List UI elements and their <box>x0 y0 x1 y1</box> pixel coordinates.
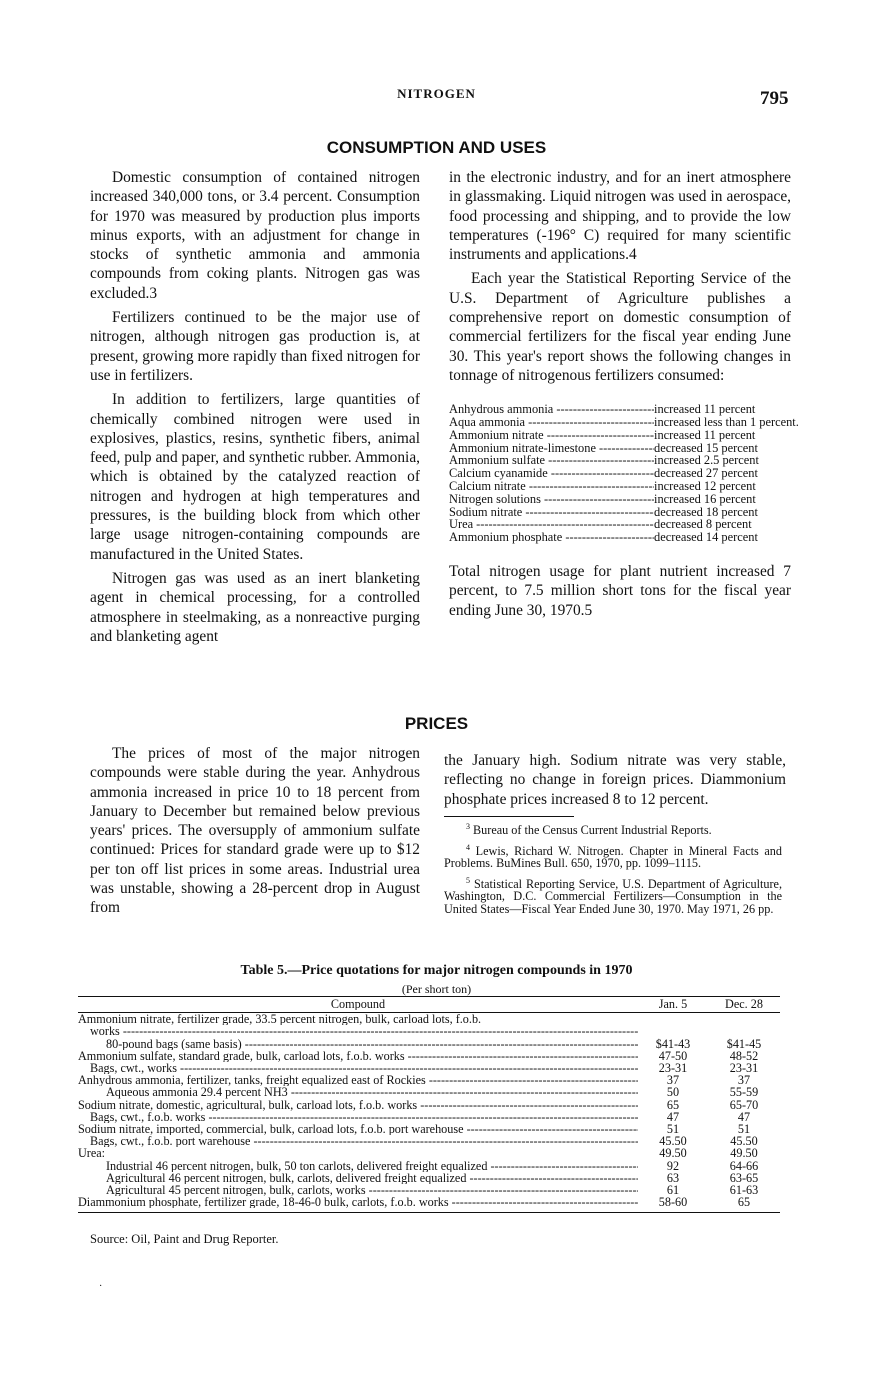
compound-cell <box>78 1062 638 1074</box>
paragraph: the January high. Sodium nitrate was very stable, reflecting no change in foreign prices. Diammonium phosphate prices increased 8 to 12 percent. <box>444 752 786 808</box>
footnote-text: Lewis, Richard W. Nitrogen. Chapter in Mineral Facts and Problems. BuMines Bull. 650, 1970, pp. 1099–1115. <box>444 843 782 871</box>
table-body <box>78 1013 780 1208</box>
jan-price-cell: 65 <box>666 1097 680 1112</box>
compound-text: works ----- <box>90 1025 638 1037</box>
table-row <box>78 1160 780 1172</box>
compound-cell <box>78 1013 638 1025</box>
footnote <box>444 821 782 837</box>
table-header-row <box>78 996 780 1013</box>
footnote-text: Bureau of the Census Current Industrial Reports. <box>473 822 712 837</box>
fertilizer-name: Aqua ammonia ----- <box>449 416 654 429</box>
table-row <box>78 1099 780 1111</box>
table-title: Table 5.—Price quotations for major nitrogen compounds in 1970 <box>240 963 633 978</box>
jan-price-cell: 51 <box>666 1122 680 1137</box>
table-row <box>78 1196 780 1208</box>
dec-price-cell: 64-66 <box>729 1158 759 1173</box>
table-subtitle: (Per short ton) <box>401 982 472 996</box>
jan-price-cell <box>638 1025 708 1037</box>
dec-price-cell: 37 <box>737 1073 751 1088</box>
dec-price-cell <box>708 1013 780 1025</box>
dec-price-cell: $41-45 <box>726 1036 762 1051</box>
jan-price-cell: 49.50 <box>659 1146 687 1161</box>
footnote-mark: 3 <box>466 821 470 831</box>
jan-price-cell: 63 <box>666 1170 680 1185</box>
fertilizer-change: decreased 14 percent <box>654 530 758 545</box>
compound-cell <box>78 1172 638 1184</box>
table-row <box>78 1025 780 1037</box>
table-row <box>78 1013 780 1025</box>
jan-price-cell: 50 <box>666 1085 680 1100</box>
compound-cell <box>78 1123 638 1135</box>
fertilizer-change: increased 12 percent <box>654 479 756 494</box>
compound-text: Agricultural 45 percent nitrogen, bulk, carlots, works ----- <box>106 1184 638 1196</box>
dec-price-cell: 63-65 <box>729 1170 759 1185</box>
compound-cell <box>78 1111 638 1123</box>
column-header-dec: Dec. 28 <box>725 997 763 1011</box>
fertilizer-name: Urea ----- <box>449 518 654 531</box>
column-header-compound: Compound <box>330 998 386 1011</box>
fertilizer-change-list <box>449 402 799 545</box>
compound-cell <box>78 1074 638 1086</box>
compound-cell <box>78 1135 638 1147</box>
compound-cell <box>78 1184 638 1196</box>
fertilizer-change: increased 2.5 percent <box>654 453 759 468</box>
jan-price-cell: 23-31 <box>658 1061 688 1076</box>
jan-price-cell: 45.50 <box>659 1134 687 1149</box>
compound-cell <box>78 1196 638 1208</box>
page-number: 795 <box>760 88 789 109</box>
compound-text: Sodium nitrate, imported, commercial, bulk, carload lots, f.o.b. port warehouse ----- <box>78 1123 638 1135</box>
dec-price-cell: 65-70 <box>729 1097 759 1112</box>
compound-cell <box>78 1160 638 1172</box>
compound-text: Aqueous ammonia 29.4 percent NH3 ----- <box>106 1086 638 1098</box>
consumption-right-column <box>449 168 799 625</box>
fertilizer-change: decreased 8 percent <box>654 517 752 532</box>
compound-text: 80-pound bags (same basis) ----- <box>106 1038 638 1050</box>
consumption-left-column <box>90 168 420 651</box>
dec-price-cell: 23-31 <box>729 1061 759 1076</box>
compound-cell <box>78 1099 638 1111</box>
prices-right-column <box>444 751 786 921</box>
fertilizer-name: Nitrogen solutions ----- <box>449 493 654 506</box>
compound-cell <box>78 1086 638 1098</box>
fertilizer-change: decreased 15 percent <box>654 440 758 455</box>
list-item <box>449 429 791 442</box>
running-head: NITROGEN <box>397 86 476 101</box>
prices-left-column <box>90 744 420 923</box>
column-header-jan: Jan. 5 <box>658 997 688 1011</box>
fertilizer-name: Ammonium sulfate ----- <box>449 454 654 467</box>
compound-cell <box>78 1038 638 1050</box>
compound-text: Diammonium phosphate, fertilizer grade, 18-46-0 bulk, carlots, f.o.b. works ----- <box>78 1196 638 1208</box>
fertilizer-name: Ammonium nitrate-limestone ----- <box>449 442 654 455</box>
compound-cell <box>78 1147 638 1159</box>
jan-price-cell: 37 <box>666 1073 680 1088</box>
footnote-mark: 4 <box>466 842 470 852</box>
footnote-mark: 5 <box>466 875 470 885</box>
dec-price-cell: 45.50 <box>730 1134 758 1149</box>
section-title-prices: PRICES <box>404 714 469 733</box>
dec-price-cell: 48-52 <box>729 1048 759 1063</box>
compound-cell <box>78 1025 638 1037</box>
dec-price-cell: 51 <box>737 1122 751 1137</box>
compound-text: Urea: <box>78 1147 106 1160</box>
fertilizer-name: Calcium nitrate ----- <box>449 480 654 493</box>
table-row <box>78 1147 780 1159</box>
paragraph: The prices of most of the major nitrogen compounds were stable during the year. Anhydrous ammonia increased in price 10 to 18 percent from January to December but remained below previous years' prices. The oversupply of ammonium sulfate continued: Prices for standard grade were up to $12 per ton off list prices in some areas. Industrial urea was unstable, showing a 28-percent drop in August from <box>90 745 420 917</box>
compound-text: Anhydrous ammonia, fertilizer, tanks, freight equalized east of Rockies ----- <box>78 1074 638 1086</box>
fertilizer-change: decreased 18 percent <box>654 504 758 519</box>
table-source: Source: Oil, Paint and Drug Reporter. <box>90 1232 279 1246</box>
list-item <box>449 415 799 430</box>
dec-price-cell <box>708 1025 780 1037</box>
dec-price-cell: 49.50 <box>730 1146 758 1161</box>
compound-text: Bags, cwt., works ----- <box>90 1062 638 1074</box>
price-table <box>78 996 780 1213</box>
fertilizer-change: increased 16 percent <box>654 491 756 506</box>
jan-price-cell: $41-43 <box>655 1036 691 1051</box>
stray-mark: · <box>99 1281 103 1292</box>
fertilizer-name: Ammonium nitrate ----- <box>449 429 654 442</box>
fertilizer-name: Calcium cyanamide ----- <box>449 467 654 480</box>
paragraph: Nitrogen gas was used as an inert blanketing agent in chemical processing, for a controlled atmosphere in steelmaking, as a nonreactive purging and blanketing agent <box>90 569 420 645</box>
section-title-consumption: CONSUMPTION AND USES <box>326 138 547 157</box>
paragraph: Domestic consumption of contained nitrogen increased 340,000 tons, or 3.4 percent. Consumption for 1970 was measured by production plus imports minus exports, with an adjustment for change in stocks of synthetic ammonia and ammonia compounds from coking plants. Nitrogen gas was excluded.3 <box>90 169 420 302</box>
list-item <box>449 480 791 493</box>
list-item <box>449 493 791 506</box>
fertilizer-change: decreased 27 percent <box>654 466 758 481</box>
jan-price-cell <box>638 1013 708 1025</box>
footnotes <box>444 821 786 916</box>
paragraph: Each year the Statistical Reporting Service of the U.S. Department of Agriculture publishes a comprehensive report on domestic consumption of commercial fertilizers for the fiscal year ending June 30. This year's report shows the following changes in tonnage of nitrogenous fertilizers consumed: <box>449 270 791 384</box>
dec-price-cell: 55-59 <box>729 1085 759 1100</box>
fertilizer-change: increased 11 percent <box>654 402 756 417</box>
compound-text: Ammonium nitrate, fertilizer grade, 33.5 percent nitrogen, bulk, carload lots, f.o.b. <box>78 1013 482 1026</box>
compound-cell <box>78 1050 638 1062</box>
table-row <box>78 1038 780 1050</box>
fertilizer-change: increased less than 1 percent. <box>654 415 799 430</box>
dec-price-cell: 47 <box>737 1109 751 1124</box>
footnote <box>444 875 782 916</box>
dec-price-cell: 65 <box>737 1195 751 1210</box>
list-item <box>449 531 791 544</box>
jan-price-cell: 61 <box>666 1183 680 1198</box>
compound-text: Sodium nitrate, domestic, agricultural, bulk, carload lots, f.o.b. works ----- <box>78 1099 638 1111</box>
jan-price-cell: 47-50 <box>658 1048 688 1063</box>
paragraph: in the electronic industry, and for an inert atmosphere in glassmaking. Liquid nitrogen was used in aerospace, food processing and shipping, and to provide the low temperatures (-196° C) required for many scientific instruments and applications.4 <box>449 169 791 264</box>
fertilizer-name: Sodium nitrate ----- <box>449 506 654 519</box>
fertilizer-change: increased 11 percent <box>654 427 756 442</box>
fertilizer-name: Ammonium phosphate ----- <box>449 531 654 544</box>
paragraph: Fertilizers continued to be the major use of nitrogen, although nitrogen gas production is, at present, growing more rapidly than fixed nitrogen for use in fertilizers. <box>90 309 420 384</box>
footnote <box>444 842 782 870</box>
jan-price-cell: 47 <box>666 1109 680 1124</box>
jan-price-cell: 58-60 <box>658 1195 688 1210</box>
compound-text: Agricultural 46 percent nitrogen, bulk, carlots, delivered freight equalized ----- <box>106 1172 638 1184</box>
table-bottom-rule <box>78 1208 780 1213</box>
compound-text: Industrial 46 percent nitrogen, bulk, 50 ton carlots, delivered freight equalized ----- <box>106 1160 638 1172</box>
table-row <box>78 1086 780 1098</box>
compound-text: Bags, cwt., f.o.b. works ----- <box>90 1111 638 1123</box>
footnote-text: Statistical Reporting Service, U.S. Department of Agriculture, Washington, D.C. Commercial Fertilizers—Consumption in the United States—Fiscal Year Ended June 30, 1970. May 1971, 26 pp. <box>444 876 783 917</box>
compound-text: Bags, cwt., f.o.b. port warehouse ----- <box>90 1135 638 1147</box>
fertilizer-name: Anhydrous ammonia ----- <box>449 403 654 416</box>
jan-price-cell: 92 <box>666 1158 680 1173</box>
compound-text: Ammonium sulfate, standard grade, bulk, carload lots, f.o.b. works ----- <box>78 1050 638 1062</box>
dec-price-cell: 61-63 <box>729 1183 759 1198</box>
paragraph: Total nitrogen usage for plant nutrient increased 7 percent, to 7.5 million short tons for the fiscal year ending June 30, 1970.5 <box>449 563 791 619</box>
paragraph: In addition to fertilizers, large quantities of chemically combined nitrogen were used in explosives, plastics, resins, synthetic fibers, animal feed, pulp and paper, and synthetic rubber. Ammonia, which is obtained by the catalyzed reaction of nitrogen and hydrogen at high temperatures and pressures, is the building block from which other large usage nitrogen-containing compounds are manufactured in the United States. <box>90 391 420 563</box>
